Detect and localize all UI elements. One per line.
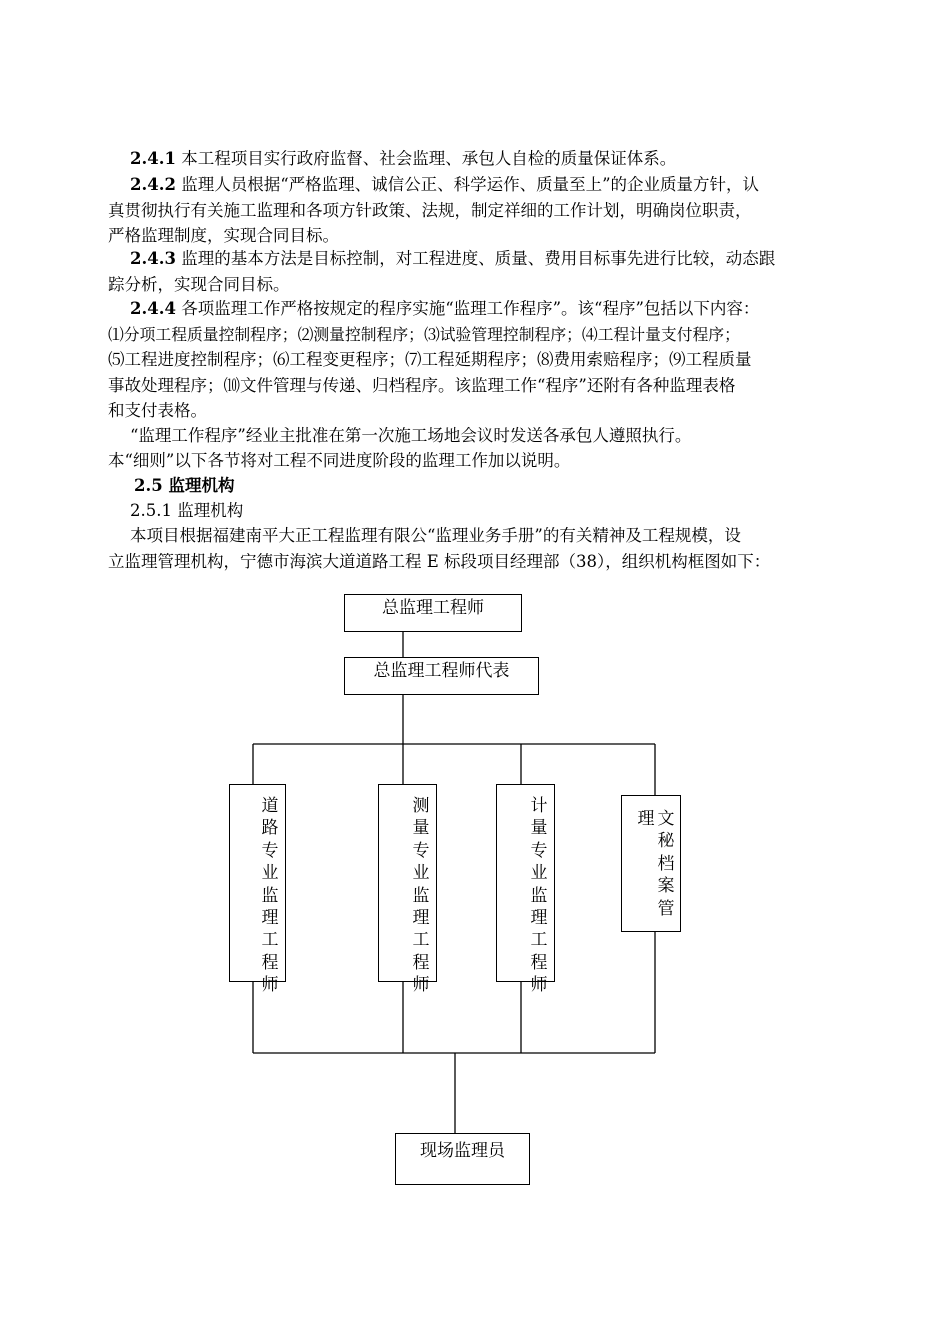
section-number: 2.4.3 [130, 249, 176, 268]
org-box-measure-engineer [496, 784, 555, 996]
section-number: 2.4.4 [130, 299, 176, 318]
para-text: 各项监理工作严格按规定的程序实施“监理工作程序”。该“程序”包括以下内容： [181, 299, 760, 318]
para-text: ⑸工程进度控制程序；⑹工程变更程序；⑺工程延期程序；⑻费用索赔程序；⑼工程质量 [108, 350, 752, 369]
para-text: 本项目根据福建南平大正工程监理有限公“监理业务手册”的有关精神及工程规模，设 [130, 526, 741, 545]
para-approval: “监理工作程序”经业主批准在第一次施工场地会议时发送各承包人遵照执行。 [130, 426, 692, 445]
org-box-survey-engineer [378, 784, 437, 996]
section-number: 2.4.1 [130, 149, 176, 168]
org-box-chief-engineer [344, 594, 522, 632]
heading-2-5-1: 2.5.1 监理机构 [130, 501, 244, 520]
para-text: 监理的基本方法是目标控制，对工程进度、质量、费用目标事先进行比较，动态跟 [181, 249, 776, 268]
org-box-secretary-archive [621, 795, 681, 932]
org-label: 总监理工程师 [382, 598, 484, 618]
para-text: 立监理管理机构，宁德市海滨大道道路工程 E 标段项目经理部（38），组织机构框图如下： [108, 551, 771, 571]
org-label: 道路专业监理工程师 [261, 796, 279, 996]
org-label: 测量专业监理工程师 [412, 796, 430, 996]
para-text: 事故处理程序；⑽文件管理与传递、归档程序。该监理工作“程序”还附有各种监理表格 [108, 375, 736, 395]
org-box-field-supervisor [395, 1133, 530, 1185]
org-box-road-engineer [229, 784, 286, 996]
para-text: ⑴分项工程质量控制程序；⑵测量控制程序；⑶试验管理控制程序；⑷工程计量支付程序； [108, 324, 740, 344]
para-text: 本工程项目实行政府监督、社会监理、承包人自检的质量保证体系。 [181, 149, 677, 168]
org-label: 现场监理员 [420, 1141, 505, 1161]
para-text: 踪分析，实现合同目标。 [108, 274, 290, 294]
para-text: 和支付表格。 [108, 401, 207, 420]
section-number: 2.4.2 [130, 175, 176, 194]
para-text: 真贯彻执行有关施工监理和各项方针政策、法规，制定祥细的工作计划，明确岗位职责， [108, 200, 752, 220]
para-text: 监理人员根据“严格监理、诚信公正、科学运作、质量至上”的企业质量方针，认 [181, 175, 760, 194]
org-box-deputy-engineer [344, 657, 539, 695]
para-text: 严格监理制度，实现合同目标。 [108, 226, 339, 245]
org-label: 总监理工程师代表 [373, 661, 510, 681]
org-label: 理 [637, 809, 655, 829]
org-label: 计量专业监理工程师 [530, 796, 548, 996]
org-label: 文秘档案管 [657, 809, 675, 919]
para-detail: 本“细则”以下各节将对工程不同进度阶段的监理工作加以说明。 [108, 451, 571, 470]
heading-2-5: 2.5 监理机构 [134, 476, 235, 495]
